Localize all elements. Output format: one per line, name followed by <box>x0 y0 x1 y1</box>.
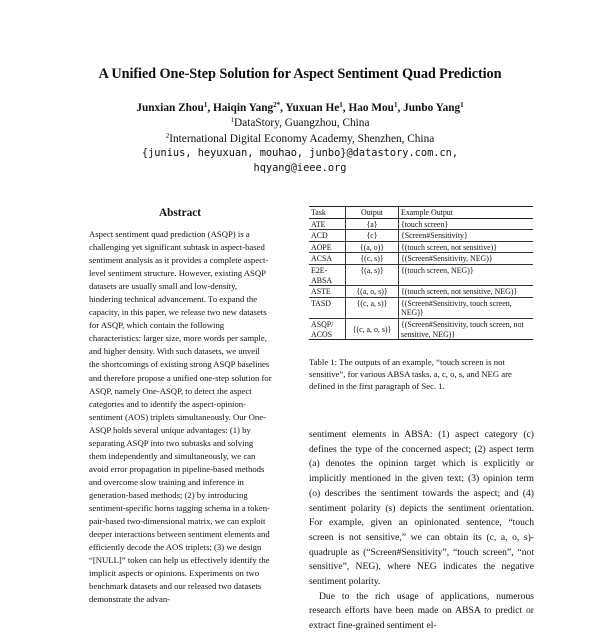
affil-mark: 1 <box>230 116 235 124</box>
abstract-text: Aspect sentiment quad prediction (ASQP) is a challenging yet significant subtask in aspect-based sentiment analysis as it provides a complete aspect-level sentiment structure. However, existing ASQP datasets are usually small and low-density, hindering technical advancement. To expand the capacity, in this paper, we release two new datasets for ASQP, which contain the following characteristics: larger size, more words per sample, and higher density. With such datasets, we unveil the shortcomings of existing strong ASQP baselines and therefore propose a unified one-step solution for ASQP, namely One-ASQP, to detect the aspect categories and to identify the aspect-opinion-sentiment (AOS) triplets simultaneously. Our One-ASQP holds several unique advantages: (1) by separating ASQP into two subtasks and solving them independently and simultaneously, we can avoid error propagation in pipeline-based methods and overcome slow training and inference in generation-based methods; (2) by introducing sentiment-specific horns tagging schema in a token-pair-based two-dimensional matrix, we can exploit deeper interactions between sentiment elements and efficiently decode the AOS triplets; (3) we design “[NULL]” token can help us effectively identify the implicit aspects or opinions. Experiments on two benchmark datasets and our released two datasets demonstrate the advan- <box>89 229 272 605</box>
author-affil-mark: 1 <box>393 101 398 109</box>
author-list: Junxian Zhou$^1$, Haiqin Yang$^{2*}$, Yuxuan He$^1$, Hao Mou$^1$, Junbo Yang$^1$ <box>136 101 464 114</box>
table-header-output: Output <box>346 207 399 219</box>
table-header-example: Example Output <box>399 207 534 219</box>
affiliation-1 <box>0 117 600 129</box>
table-row <box>309 318 533 339</box>
table-cell-task: TASD <box>309 297 346 318</box>
table-cell-output: {(a, o, s)} <box>346 286 399 298</box>
body-column <box>309 428 534 632</box>
table-cell-output: {(c, a, o, s)} <box>346 318 399 339</box>
body-paragraph: Due to the rich usage of applications, numerous research efforts have been made on ABSA to predict or extract fine-grained sentiment el- <box>309 590 534 632</box>
table-cell-example: {(Screen#Sensitivity, touch screen, NEG)} <box>399 297 534 318</box>
paper-title: A Unified One-Step Solution for Aspect Sentiment Quad Prediction <box>98 66 502 82</box>
abstract-body <box>89 228 272 605</box>
author-name: Hao Mou <box>348 102 394 114</box>
affiliation-text: International Digital Economy Academy, Shenzhen, China <box>169 133 435 145</box>
table-row <box>309 241 533 253</box>
table-cell-task: E2E-ABSA <box>309 264 346 285</box>
table-row <box>309 218 533 230</box>
table-cell-example: {Screen#Sensitivity} <box>399 230 534 242</box>
author-name: Junbo Yang <box>403 102 461 114</box>
table-cell-output: {c} <box>346 230 399 242</box>
author-name: Yuxuan He <box>285 102 340 114</box>
author-affil-mark: 1 <box>203 101 208 109</box>
table-cell-task: ATE <box>309 218 346 230</box>
table-cell-example: {(touch screen, not sensitive)} <box>399 241 534 253</box>
table-cell-example: {(Screen#Sensitivity, NEG)} <box>399 253 534 265</box>
table-header-row <box>309 207 533 219</box>
table-cell-output: {(c, s)} <box>346 253 399 265</box>
author-affil-mark: 1 <box>339 101 343 109</box>
table-cell-task: AOPE <box>309 241 346 253</box>
table-cell-example: {(touch screen, not sensitive, NEG)} <box>399 286 534 298</box>
task-output-table <box>309 206 533 340</box>
author-affil-mark: 2* <box>273 101 281 109</box>
table-cell-output: {(a, s)} <box>346 264 399 285</box>
author-name: Junxian Zhou <box>136 102 204 114</box>
table-cell-output: {(a, o)} <box>346 241 399 253</box>
table-caption: Table 1: The outputs of an example, “touch screen is not sensitive”, for various ABSA tasks. a, c, o, s, and NEG are defined in the first paragraph of Sec. 1. <box>309 357 512 391</box>
table-header-task: Task <box>309 207 346 219</box>
email-line-2: hqyang@ieee.org <box>253 162 347 174</box>
table-cell-output: {(c, a, s)} <box>346 297 399 318</box>
body-paragraph: sentiment elements in ABSA: (1) aspect category (c) defines the type of the concerned aspect; (2) aspect term (a) denotes the opinion target which is explicitly or implicitly mentioned in the given text; (3) opinion term (o) describes the sentiment towards the aspect; and (4) sentiment polarity (s) depicts the sentiment orientation. For example, given an opinionated sentence, “touch screen is not sensitive,” we can obtain its (c, a, o, s)-quadruple as (“Screen#Sensitivity”, “touch screen”, “not sensitive”, NEG), where NEG indicates the negative sentiment polarity. <box>309 429 534 588</box>
table-cell-example: {(touch screen, NEG)} <box>399 264 534 285</box>
table-cell-example: {touch screen} <box>399 218 534 230</box>
abstract-heading: Abstract <box>158 207 202 219</box>
table-row <box>309 286 533 298</box>
table-row <box>309 253 533 265</box>
affiliation-text: DataStory, Guangzhou, China <box>234 117 370 129</box>
table-cell-output: {a} <box>346 218 399 230</box>
table-cell-task: ASQP/ ACOS <box>309 318 346 339</box>
table-row <box>309 230 533 242</box>
table-cell-example: {(Screen#Sensitivity, touch screen, not sensitive, NEG)} <box>399 318 534 339</box>
email-line-1: {junius, heyuxuan, mouhao, junbo}@datastory.com.cn, <box>141 147 459 159</box>
table-row <box>309 297 533 318</box>
table-cell-task: ASTE <box>309 286 346 298</box>
table-cell-task: ACD <box>309 230 346 242</box>
table-cell-task: ACSA <box>309 253 346 265</box>
affil-mark: 2 <box>165 132 170 140</box>
author-affil-mark: 1 <box>460 101 464 109</box>
table-row <box>309 264 533 285</box>
affiliation-2 <box>0 133 600 145</box>
author-name: Haiqin Yang <box>212 102 274 114</box>
